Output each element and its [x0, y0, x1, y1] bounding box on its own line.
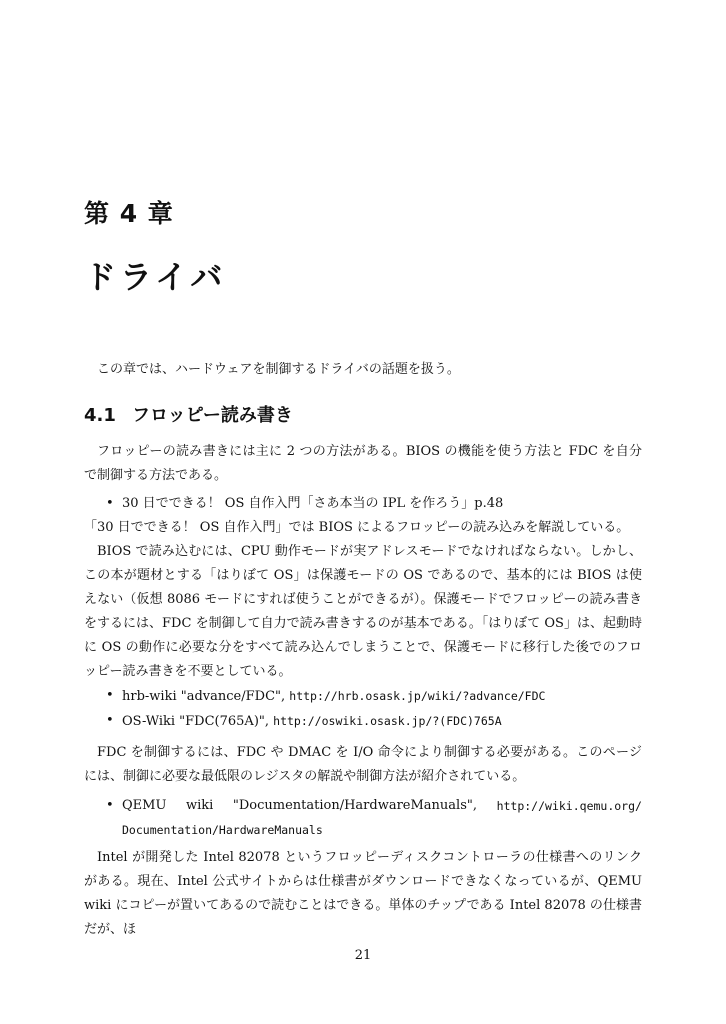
section-number: 4.1 [84, 405, 116, 426]
section-heading [84, 401, 293, 427]
section-title: フロッピー読み書き [132, 405, 293, 426]
paragraph-fdc: FDC を制御するには、FDC や DMAC を I/O 命令により制御する必要がある。このページには、制御に必要な最低限のレジスタの解説や制御方法が紹介されている。 [84, 745, 642, 784]
list-item [84, 684, 642, 709]
chapter-title: ドライバ [84, 258, 227, 296]
qemu-title: "Documentation/HardwareManuals", [232, 798, 477, 813]
hrb-wiki-link[interactable]: http://hrb.osask.jp/wiki/?advance/FDC [289, 689, 546, 703]
qemu-name: • QEMU [122, 798, 167, 813]
hrb-wiki-label: hrb-wiki "advance/FDC", [122, 689, 290, 704]
list-item [84, 492, 642, 516]
reference-list-book [84, 492, 642, 516]
oswiki-label: OS-Wiki "FDC(765A)", [122, 714, 274, 729]
reference-list-qemu [84, 794, 642, 842]
page-number: 21 [354, 948, 372, 963]
paragraph-book: 「30 日でできる！ OS 自作入門」では BIOS によるフロッピーの読み込みを解説している。 [84, 520, 630, 535]
reference-list-wiki [84, 684, 642, 734]
qemu-link-part-1[interactable]: http://wiki.qemu.org/ [496, 799, 642, 813]
oswiki-link[interactable]: http://oswiki.osask.jp/?(FDC)765A [273, 714, 502, 728]
book-reference: 30 日でできる！ OS 自作入門「さあ本当の IPL を作ろう」p.48 [122, 496, 504, 511]
list-item [84, 794, 642, 842]
list-item [84, 709, 642, 734]
paragraph-methods: フロッピーの読み書きには主に 2 つの方法がある。BIOS の機能を使う方法と FDC を自分で制御する方法である。 [84, 444, 642, 483]
paragraph-bios: BIOS で読み込むには、CPU 動作モードが実アドレスモードでなければならない。しかし、この本が題材とする「はりぼて OS」は保護モードの OS であるので、基本的には BIOS は使えない（仮想 8086 モードにすれば使うことができるが）。保護モードでフロッピーの読み書きをするには、FDC を制御して自力で読み書きするのが基本である。「はりぼて OS」は、起動時に OS の動作に必要な分をすべて読み込んでしまうことで、保護モードに移行した後でのフロッピー読み書きを不要としている。 [84, 544, 642, 679]
qemu-wiki: wiki [185, 798, 214, 813]
qemu-link-part-2[interactable]: Documentation/HardwareManuals [122, 823, 323, 837]
chapter-label: 第 4 章 [84, 199, 174, 228]
paragraph-intel: Intel が開発した Intel 82078 というフロッピーディスクコントローラの仕様書へのリンクがある。現在、Intel 公式サイトからは仕様書がダウンロードできなくなっているが、QEMU wiki にコピーが置いてあるので読むことはできる。単体のチップである Intel 82078 の仕様書だが、ほ [84, 850, 642, 937]
intro-paragraph: この章では、ハードウェアを制御するドライバの話題を扱う。 [97, 362, 460, 377]
